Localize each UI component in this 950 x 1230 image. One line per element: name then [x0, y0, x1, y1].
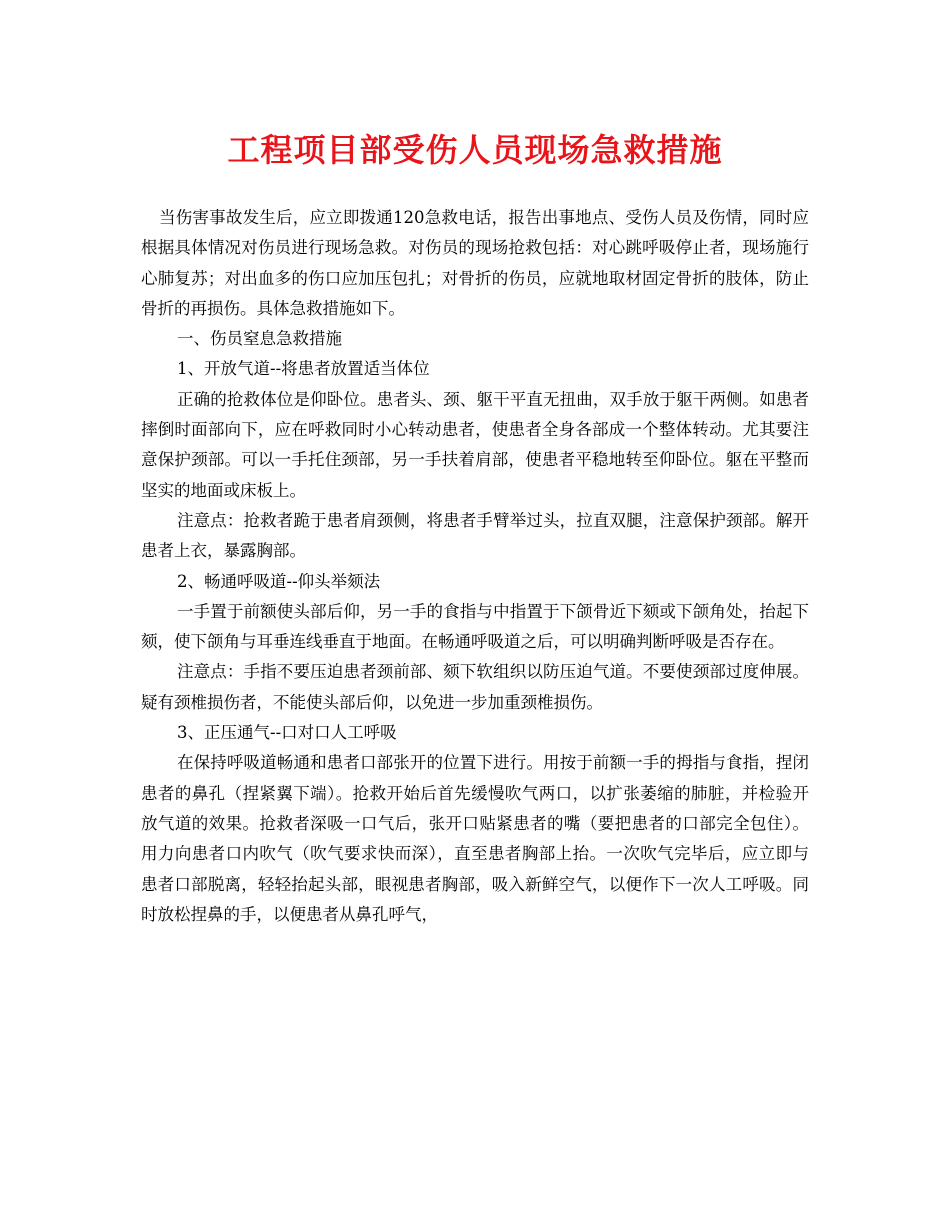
subsection-heading: 3、正压通气--口对口人工呼吸	[177, 723, 397, 743]
document-title: 工程项目部受伤人员现场急救措施	[227, 131, 723, 169]
body-paragraph: 正确的抢救体位是仰卧位。患者头、颈、躯干平直无扭曲，双手放于躯干两侧。如患者摔倒时面部向下，应在呼救同时小心转动患者，使患者全身各部成一个整体转动。尤其要注意保护颈部。可以一手托住颈部，另一手扶着肩部，使患者平稳地转至仰卧位。躯在平整而坚实的地面或床板上。	[141, 389, 809, 500]
note-paragraph: 注意点：手指不要压迫患者颈前部、颏下软组织以防压迫气道。不要使颈部过度伸展。疑有颈椎损伤者，不能使头部后仰，以免进一步加重颈椎损伤。	[141, 662, 809, 712]
body-paragraph: 在保持呼吸道畅通和患者口部张开的位置下进行。用按于前额一手的拇指与食指，捏闭患者的鼻孔（捏紧翼下端）。抢救开始后首先缓慢吹气两口，以扩张萎缩的肺脏，并检验开放气道的效果。抢救者深吸一口气后，张开口贴紧患者的嘴（要把患者的口部完全包住）。用力向患者口内吹气（吹气要求快而深），直至患者胸部上抬。一次吹气完毕后，应立即与患者口部脱离，轻轻抬起头部，眼视患者胸部，吸入新鲜空气，以便作下一次人工呼吸。同时放松捏鼻的手，以便患者从鼻孔呼气，	[141, 753, 809, 924]
intro-paragraph: 当伤害事故发生后，应立即拨通120急救电话，报告出事地点、受伤人员及伤情，同时应根据具体情况对伤员进行现场急救。对伤员的现场抢救包括：对心跳呼吸停止者，现场施行心肺复苏；对出血多的伤口应加压包扎；对骨折的伤员，应就地取材固定骨折的肢体，防止骨折的再损伤。具体急救措施如下。	[141, 208, 809, 318]
body-paragraph: 一手置于前额使头部后仰，另一手的食指与中指置于下颌骨近下颏或下颌角处，抬起下颏，使下颌角与耳垂连线垂直于地面。在畅通呼吸道之后，可以明确判断呼吸是否存在。	[141, 601, 809, 652]
subsection-heading: 2、畅通呼吸道--仰头举颏法	[177, 571, 381, 591]
note-paragraph: 注意点：抢救者跪于患者肩颈侧，将患者手臂举过头，拉直双腿，注意保护颈部。解开患者上衣，暴露胸部。	[141, 510, 809, 561]
section-heading: 一、伤员窒息急救措施	[177, 329, 342, 349]
subsection-heading: 1、开放气道--将患者放置适当体位	[177, 359, 430, 379]
document-body	[141, 203, 809, 930]
